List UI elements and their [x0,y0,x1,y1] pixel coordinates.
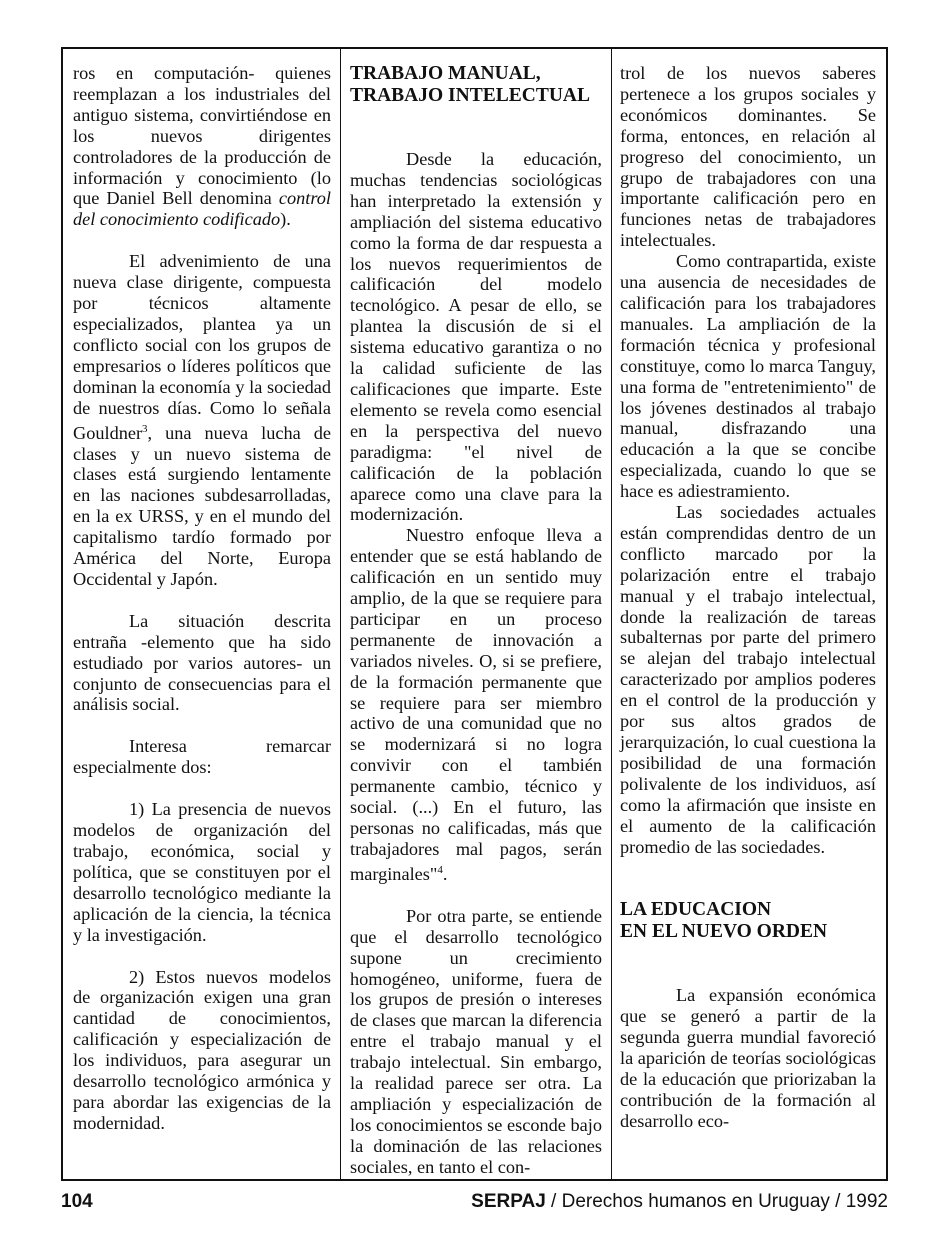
section-heading-1-line1: TRABAJO MANUAL, [350,63,541,84]
section-heading-2-line1: LA EDUCACION [620,899,772,921]
col2-paragraph-1: Desde la educación, muchas tendencias sociológicas han interpretado la extensión y ampliación del sistema educativo como la forma de dar respuesta a los nuevos requerimientos de calificación del modelo tecnológico. A pesar de ello, se plantea la discusión de si el sistema educativo garantiza o no la calidad suficiente de las calificaciones que imparte. Este elemento se revela como esencial en la perspectiva del nuevo paradigma: "el nivel de calificación de la población aparece como una clave para la modernización. [350,149,602,525]
footnote-ref-4: 4 [437,863,443,876]
col1-paragraph-5: 1) La presencia de nuevos modelos de organización del trabajo, económica, social y política, que se constituyen por el desarrollo tecnológico mediante la aplicación de la ciencia, la técnica y la investigación. [73,799,331,945]
col3-paragraph-1: trol de los nuevos saberes pertenece a los grupos sociales y económicos dominantes. Se forma, entonces, en relación al progreso del conocimiento, un grupo de trabajadores con una importante calificación pero en funciones netas de trabajadores intelectuales. [620,63,876,251]
col1-p1-text: ros en computación- quienes reemplazan a los industriales del antiguo sistema, convirtiéndose en los nuevos dirigentes controladores de la producción de información y conocimiento (lo que Daniel Bell denomina [73,63,331,209]
column-rule-2 [611,49,612,1179]
col1-p1-end: ). [280,209,291,230]
col1-p2-rest: , una nueva lucha de clases y un nuevo sistema de clases está surgiendo lentamente en las naciones subdesarrolladas, en la ex URSS, y en el mundo del capitalismo tardío formado por América del Norte, Europa Occidental y Japón. [73,422,331,589]
col1-p2-text: El advenimiento de una nueva clase dirigente, compuesta por técnicos altamente especializados, plantea ya un conflicto social con los grupos de empresarios o líderes políticos que dominan la economía y la sociedad de nuestros días. Como lo señala Gouldner [73,251,331,443]
page-number: 104 [61,1191,93,1212]
section-heading-1-line2: TRABAJO INTELECTUAL [350,85,591,106]
running-footer [471,1191,888,1213]
column-rule-1 [340,49,341,1179]
column-1 [73,63,331,1134]
col2-p2-end: . [442,863,448,884]
section-heading-2 [620,899,876,943]
col2-paragraph-3: Por otra parte, se entiende que el desarrollo tecnológico supone un crecimiento homogéneo, uniforme, fuera de los grupos de presión o intereses de clases que marcan la diferencia entre el trabajo manual y el trabajo intelectual. Sin embargo, la realidad parece ser otra. La ampliación y especialización de los conocimientos se esconde bajo la dominación de las relaciones sociales, en tanto el con- [350,905,602,1177]
publisher-name: SERPAJ [471,1191,546,1212]
col1-p1-italic: control del conocimiento codificado [73,188,331,230]
section-heading-2-line2: EN EL NUEVO ORDEN [620,921,828,943]
col1-paragraph-2 [73,251,331,590]
col1-paragraph-6: 2) Estos nuevos modelos de organización exigen una gran cantidad de conocimientos, calificación y especialización de los individuos, para asegurar un desarrollo tecnológico armónica y para abordar las exigencias de la modernidad. [73,966,331,1133]
col2-p2-text: Nuestro enfoque lleva a entender que se está hablando de calificación en un sentido muy amplio, de la que se requiere para participar en un proceso permanente de innovación a variados niveles. O, si se prefiere, de la formación permanente que se requiere para ser miembro activo de una comunidad que no se modernizará si no logra convivir con el también permanente cambio, técnico y social. (...) En el futuro, las personas no calificadas, más que trabajadores mal pagos, serán marginales" [350,525,602,884]
col1-paragraph-1 [73,63,331,230]
col1-paragraph-3: La situación descrita entraña -elemento que ha sido estudiado por varios autores- un conjunto de consecuencias para el análisis social. [73,610,331,715]
footnote-ref-3: 3 [142,422,148,435]
column-2 [350,63,602,1178]
page-footer [61,1191,888,1217]
col3-paragraph-3: Las sociedades actuales están comprendidas dentro de un conflicto marcado por la polarización entre el trabajo manual y el trabajo intelectual, donde la realización de tareas subalternas por parte del primero se alejan del trabajo intelectual caracterizado por amplios poderes en el control de la producción y por sus altos grados de jerarquización, lo cual cuestiona la posibilidad de una formación polivalente de los individuos, así como la afirmación que insiste en el aumento de la calificación promedio de las sociedades. [620,502,876,857]
col3-paragraph-2: Como contrapartida, existe una ausencia de necesidades de calificación para los trabajadores manuales. La ampliación de la formación técnica y profesional constituye, como lo marca Tanguy, una forma de "entretenimiento" de los jóvenes destinados al trabajo manual, disfrazando una educación a la que se concibe especializada, cuando lo que se hace es adiestramiento. [620,251,876,502]
col1-paragraph-4: Interesa remarcar especialmente dos: [73,736,331,778]
col2-paragraph-2 [350,525,602,885]
page-frame [61,47,888,1181]
col3-paragraph-4: La expansión económica que se generó a partir de la segunda guerra mundial favoreció la aparición de teorías sociológicas de la educación que priorizaban la contribución de la formación al desarrollo eco- [620,985,876,1131]
column-3 [620,63,876,1132]
section-heading-1 [350,63,602,107]
publication-title: / Derechos humanos en Uruguay / 1992 [545,1191,888,1212]
